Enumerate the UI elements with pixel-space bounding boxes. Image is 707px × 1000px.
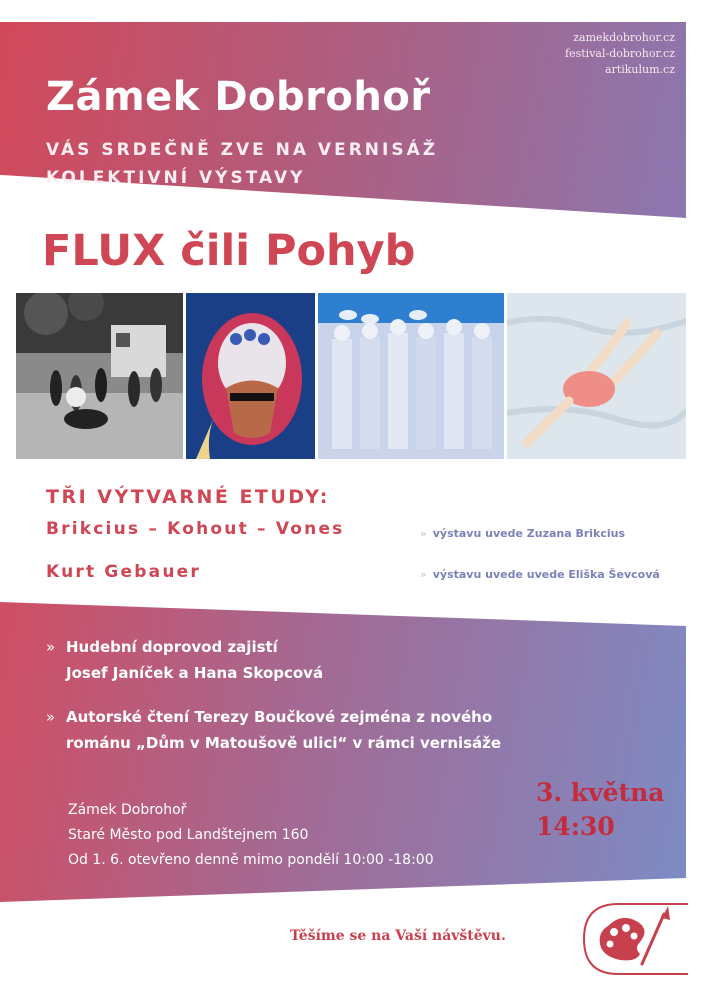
website-links	[565, 30, 675, 78]
venue-address-block	[68, 798, 308, 848]
event-date: 3. května	[536, 778, 665, 807]
website-link-3[interactable]: artikulum.cz	[605, 63, 675, 76]
artists-introduction	[420, 527, 625, 540]
event-datetime	[536, 776, 664, 844]
artwork-strip	[16, 293, 686, 459]
reading-item	[46, 704, 501, 756]
invitation-text	[46, 136, 438, 192]
venue-title: Zámek Dobrohoř	[46, 74, 431, 120]
welcome-message: Těšíme se na Vaší návštěvu.	[290, 928, 506, 944]
event-time: 14:30	[536, 812, 615, 841]
bullet-icon: »	[420, 527, 427, 540]
music-line-1: Hudební doprovod zajistí	[66, 638, 278, 656]
palette-logo-icon	[578, 898, 688, 980]
bullet-icon: »	[420, 568, 427, 581]
reading-line-2: románu „Dům v Matoušově ulici“ v rámci vernisáže	[66, 734, 502, 752]
venue-name: Zámek Dobrohoř	[68, 802, 187, 818]
reading-line-1: Autorské čtení Terezy Boučkové zejména z nového	[66, 708, 493, 726]
artists-names: Brikcius – Kohout – Vones	[46, 519, 345, 539]
opening-hours: Od 1. 6. otevřeno denně mimo pondělí 10:00 -18:00	[68, 852, 434, 868]
artwork-photo-swimmer	[507, 293, 686, 459]
artist-gebauer: Kurt Gebauer	[46, 562, 201, 582]
exhibition-title: FLUX čili Pohyb	[42, 226, 416, 276]
music-line-2: Josef Janíček a Hana Skopcová	[66, 664, 324, 682]
gebauer-introduction	[420, 568, 660, 581]
artwork-photo-street-scene	[16, 293, 183, 459]
music-item	[46, 634, 323, 686]
etudes-heading: TŘI VÝTVARNÉ ETUDY:	[46, 486, 330, 508]
bullet-icon: »	[46, 708, 56, 726]
gebauer-introduction-text: výstavu uvede uvede Eliška Ševcová	[432, 568, 660, 581]
bullet-icon: »	[46, 638, 56, 656]
venue-address: Staré Město pod Landštejnem 160	[68, 827, 309, 843]
website-link-2[interactable]: festival-dobrohor.cz	[565, 47, 675, 60]
artwork-photo-figures-doves	[318, 293, 504, 459]
website-link-1[interactable]: zamekdobrohor.cz	[573, 31, 675, 44]
invitation-line-1: VÁS SRDEČNĚ ZVE NA VERNISÁŽ	[46, 140, 439, 160]
invitation-line-2: KOLEKTIVNÍ VÝSTAVY	[46, 168, 306, 188]
artwork-photo-mask-painting	[186, 293, 315, 459]
artists-introduction-text: výstavu uvede Zuzana Brikcius	[432, 527, 626, 540]
